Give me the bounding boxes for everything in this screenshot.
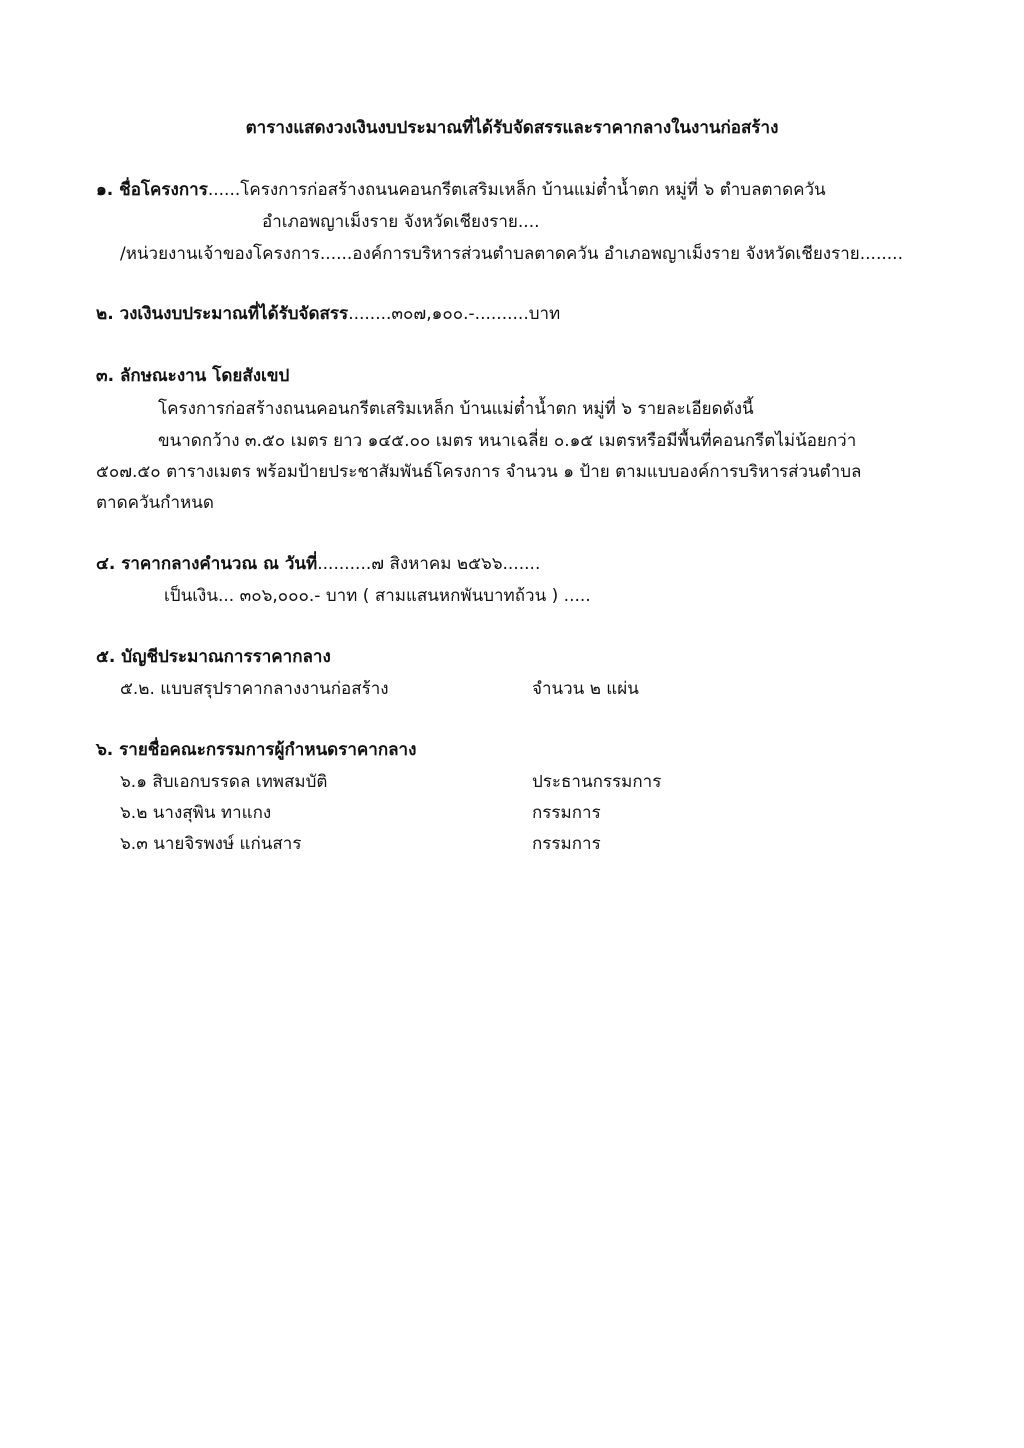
committee-member-name: ๖.๑ สิบเอกบรรดล เทพสมบัติ bbox=[120, 772, 328, 792]
section5-heading: ๕. บัญชีประมาณการราคากลาง bbox=[96, 647, 331, 667]
section1-line1 bbox=[96, 178, 826, 202]
committee-member-name: ๖.๓ นายจิรพงษ์ แก่นสาร bbox=[120, 834, 302, 854]
section4-line bbox=[96, 552, 540, 576]
section1-project-name: ......โครงการก่อสร้างถนนคอนกรีตเสริมเหล็ก บ้านแม่ต๋ำน้ำตก หมู่ที่ ๖ ตำบลตาดควัน bbox=[207, 180, 826, 200]
section3-heading: ๓. ลักษณะงาน โดยสังเขป bbox=[96, 366, 290, 386]
section3-line4: ตาดควันกำหนด bbox=[96, 493, 214, 513]
section1-heading: ๑. ชื่อโครงการ bbox=[96, 180, 208, 200]
page-title: ตารางแสดงวงเงินงบประมาณที่ได้รับจัดสรรและราคากลางในงานก่อสร้าง bbox=[245, 118, 779, 138]
section1-line2: อำเภอพญาเม็งราย จังหวัดเชียงราย.... bbox=[262, 212, 540, 232]
section4-heading: ๔. ราคากลางคำนวณ ณ วันที่ bbox=[96, 554, 318, 574]
section5-item-value: จำนวน ๒ แผ่น bbox=[532, 679, 639, 699]
section2-budget-value: ........๓๐๗,๑๐๐.-..........บาท bbox=[348, 304, 561, 324]
section3-line2: ขนาดกว้าง ๓.๕๐ เมตร ยาว ๑๔๕.๐๐ เมตร หนาเฉลี่ย ๐.๑๕ เมตรหรือมีพื้นที่คอนกรีตไม่น้อยกว่า bbox=[158, 431, 857, 451]
section4-amount: เป็นเงิน... ๓๐๖,๐๐๐.- บาท ( สามแสนหกพันบาทถ้วน ) ..... bbox=[164, 586, 591, 606]
committee-member-role: กรรมการ bbox=[532, 803, 601, 823]
section3-line1: โครงการก่อสร้างถนนคอนกรีตเสริมเหล็ก บ้านแม่ต๋ำน้ำตก หมู่ที่ ๖ รายละเอียดดังนี้ bbox=[158, 399, 754, 419]
section2-line bbox=[96, 302, 560, 326]
section3-line3: ๕๐๗.๕๐ ตารางเมตร พร้อมป้ายประชาสัมพันธ์โครงการ จำนวน ๑ ป้าย ตามแบบองค์การบริหารส่วนตำบล bbox=[96, 462, 862, 482]
section6-heading: ๖. รายชื่อคณะกรรมการผู้กำหนดราคากลาง bbox=[96, 740, 417, 760]
committee-member-role: กรรมการ bbox=[532, 834, 601, 854]
section2-heading: ๒. วงเงินงบประมาณที่ได้รับจัดสรร bbox=[96, 304, 349, 324]
section1-agency: /หน่วยงานเจ้าของโครงการ......องค์การบริหารส่วนตำบลตาดควัน อำเภอพญาเม็งราย จังหวัดเชียงราย........ bbox=[120, 244, 903, 264]
committee-member-name: ๖.๒ นางสุพิน ทาแกง bbox=[120, 803, 272, 823]
committee-member-role: ประธานกรรมการ bbox=[532, 772, 662, 792]
section4-date: ..........๗ สิงหาคม ๒๕๖๖....... bbox=[317, 554, 541, 574]
section5-item-label: ๕.๒. แบบสรุปราคากลางงานก่อสร้าง bbox=[120, 679, 389, 699]
